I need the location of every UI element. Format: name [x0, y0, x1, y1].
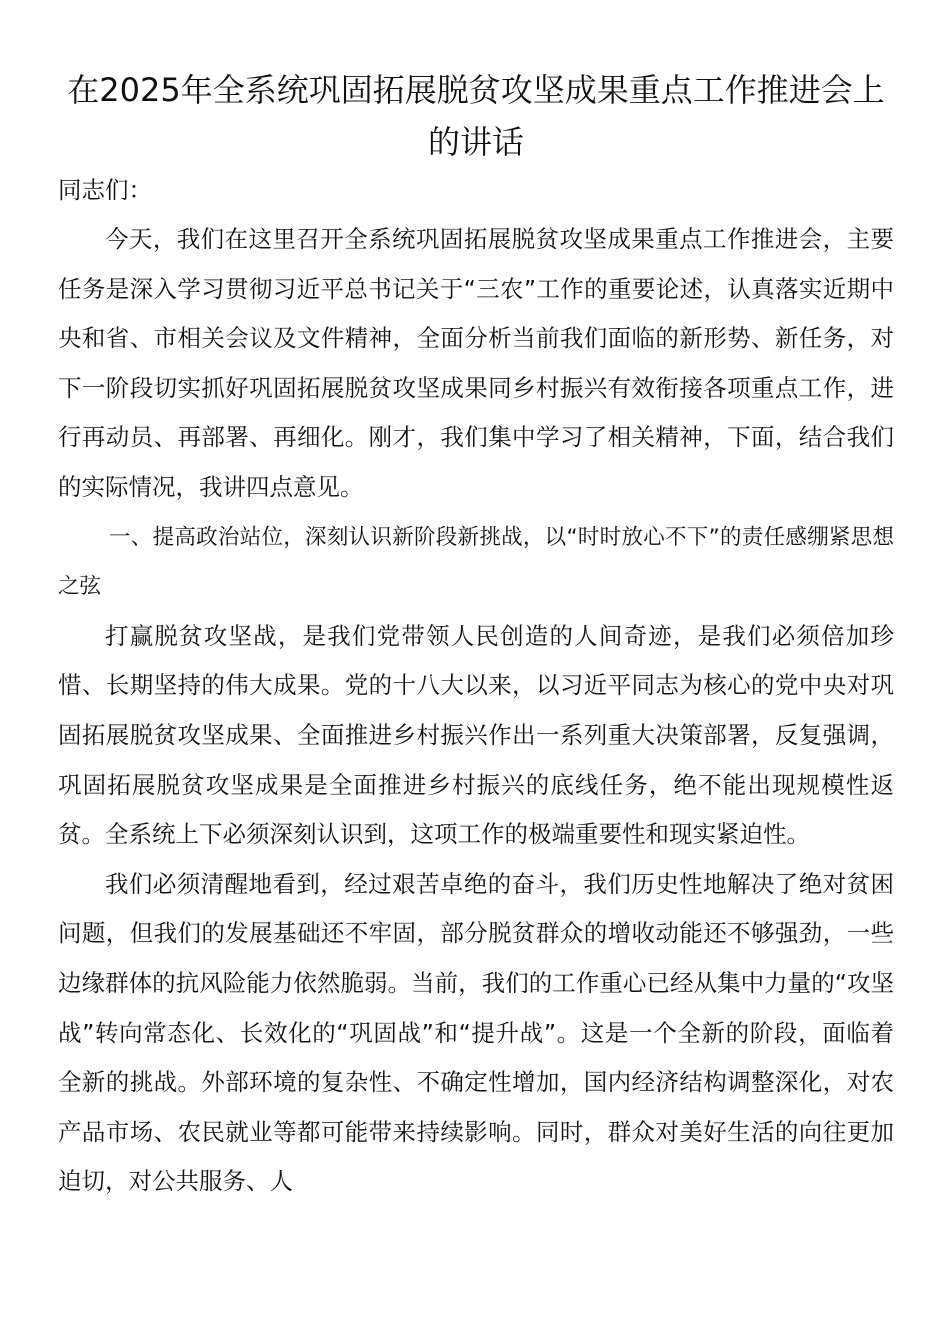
section-heading-1: 一、提高政治站位，深刻认识新阶段新挑战，以“时时放心不下”的责任感绷紧思想之弦 — [58, 524, 894, 600]
paragraph-opening: 今天，我们在这里召开全系统巩固拓展脱贫攻坚成果重点工作推进会，主要任务是深入学习贯彻习近平总书记关于“三农”工作的重要论述，认真落实近期中央和省、市相关会议及文件精神，全面分析当前我们面临的新形势、新任务，对下一阶段切实抓好巩固拓展脱贫攻坚成果同乡村振兴有效衔接各项重点工作，进行再动员、再部署、再细化。刚才，我们集中学习了相关精神，下面，结合我们的实际情况，我讲四点意见。 — [58, 225, 894, 501]
paragraph-achievement: 打赢脱贫攻坚战，是我们党带领人民创造的人间奇迹，是我们必须倍加珍惜、长期坚持的伟大成果。党的十八大以来，以习近平同志为核心的党中央对巩固拓展脱贫攻坚成果、全面推进乡村振兴作出一系列重大决策部署，反复强调，巩固拓展脱贫攻坚成果是全面推进乡村振兴的底线任务，绝不能出现规模性返贫。全系统上下必须深刻认识到，这项工作的极端重要性和现实紧迫性。 — [58, 621, 894, 849]
paragraph-challenges: 我们必须清醒地看到，经过艰苦卓绝的奋斗，我们历史性地解决了绝对贫困问题，但我们的发展基础还不牢固，部分脱贫群众的增收动能还不够强劲，一些边缘群体的抗风险能力依然脆弱。当前，我们的工作重心已经从集中力量的“攻坚战”转向常态化、长效化的“巩固战”和“提升战”。这是一个全新的阶段，面临着全新的挑战。外部环境的复杂性、不确定性增加，国内经济结构调整深化，对农产品市场、农民就业等都可能带来持续影响。同时，群众对美好生活的向往更加迫切，对公共服务、人 — [58, 869, 894, 1196]
document-page — [58, 64, 894, 1207]
salutation: 同志们： — [58, 176, 152, 204]
document-title: 在2025年全系统巩固拓展脱贫攻坚成果重点工作推进会上的讲话 — [67, 71, 885, 161]
